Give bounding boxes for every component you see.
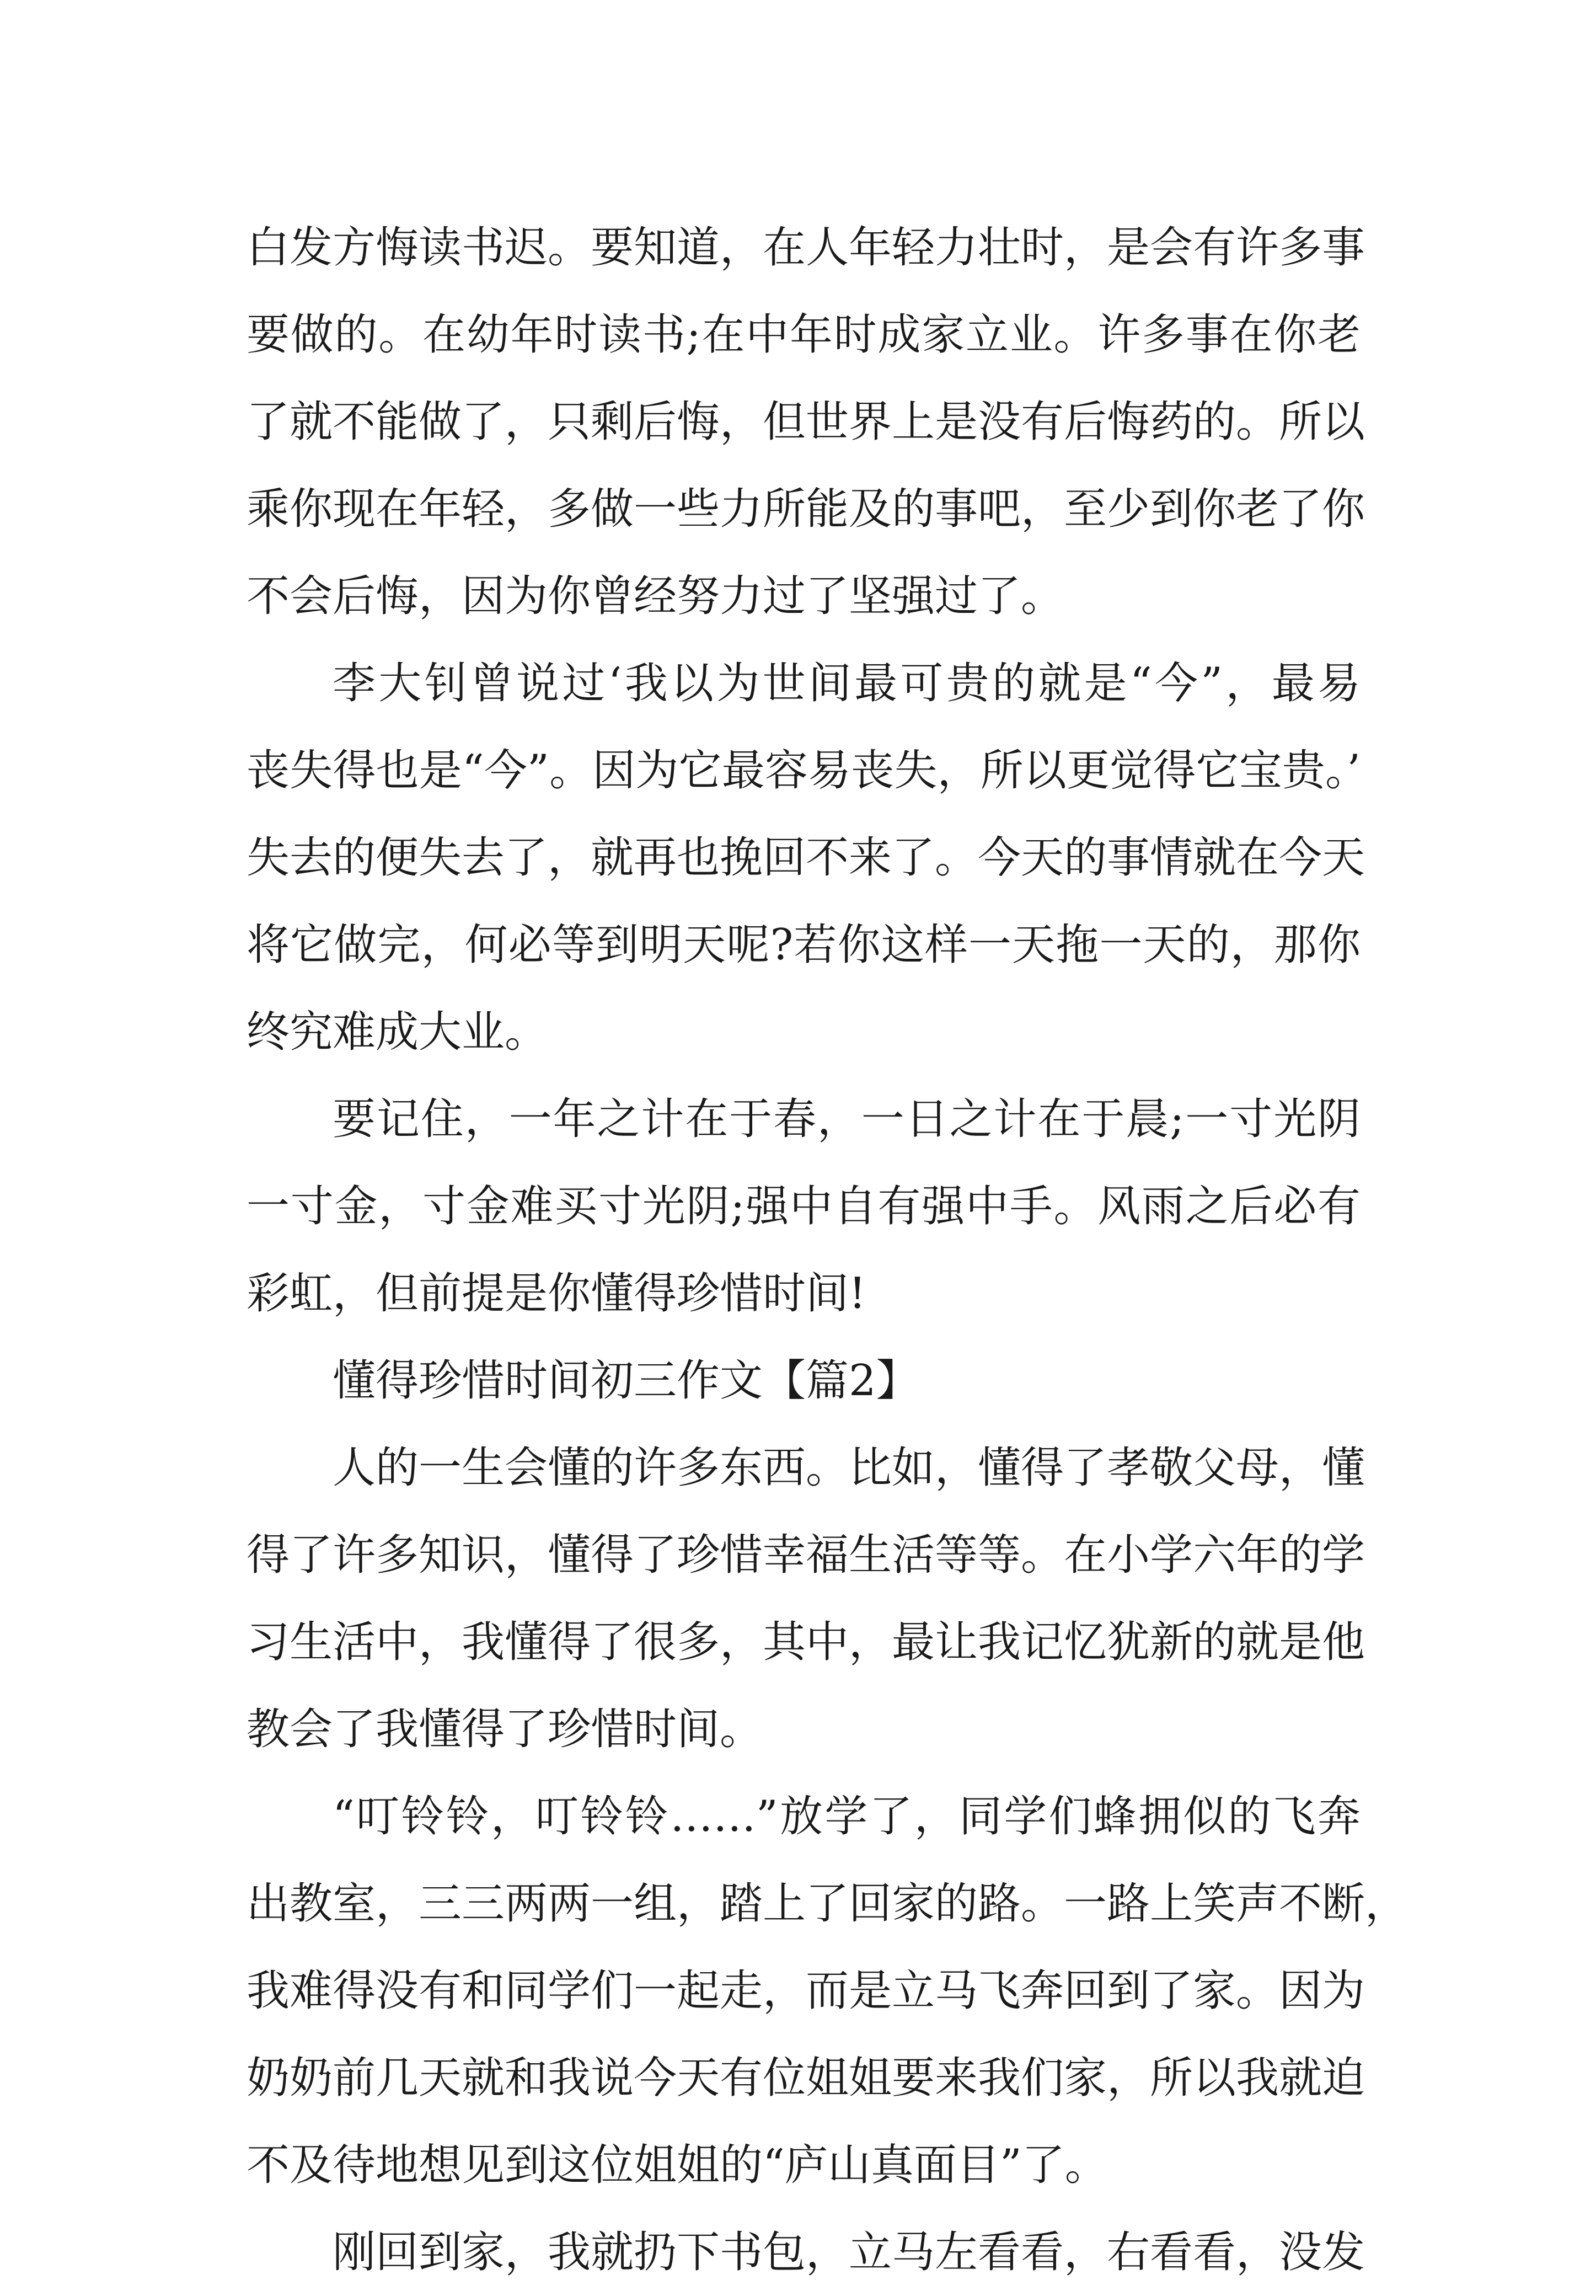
text-line: 将它做完，何必等到明天呢?若你这样一天拖一天的，那你 [247, 920, 1361, 970]
paragraph [247, 2209, 1365, 2296]
text-line: 丧失得也是“今”。因为它最容易丧失，所以更觉得它宝贵。’ [247, 746, 1361, 795]
text-line: 乘你现在年轻，多做一些力所能及的事吧，至少到你老了你 [247, 484, 1365, 534]
paragraph [247, 1076, 1361, 1337]
section-heading [247, 1337, 1361, 1424]
text-line: 白发方悔读书迟。要知道，在人年轻力壮时，是会有许多事 [247, 223, 1365, 273]
text-line: 要做的。在幼年时读书;在中年时成家立业。许多事在你老 [247, 310, 1361, 360]
text-line: 刚回到家，我就扔下书包，立马左看看，右看看，没发 [333, 2228, 1365, 2277]
text-line: 教会了我懂得了珍惜时间。 [247, 1705, 763, 1754]
paragraph [247, 1773, 1408, 2209]
text-line: 彩虹，但前提是你懂得珍惜时间! [247, 1269, 866, 1318]
text-line: 得了许多知识，懂得了珍惜幸福生活等等。在小学六年的学 [247, 1530, 1365, 1580]
paragraph [247, 204, 1365, 640]
text-line: “叮铃铃，叮铃铃……”放学了，同学们蜂拥似的飞奔 [333, 1792, 1361, 1841]
text-line: 李大钊曾说过‘我以为世间最可贵的就是“今”，最易 [333, 659, 1361, 708]
paragraph [247, 1424, 1365, 1773]
text-line: 一寸金，寸金难买寸光阴;强中自有强中手。风雨之后必有 [247, 1182, 1361, 1231]
text-line: 出教室，三三两两一组，踏上了回家的路。一路上笑声不断， [247, 1879, 1408, 1929]
text-line: 失去的便失去了，就再也挽回不来了。今天的事情就在今天 [247, 833, 1365, 883]
text-line: 了就不能做了，只剩后悔，但世界上是没有后悔药的。所以 [247, 397, 1365, 447]
paragraph [247, 640, 1365, 1076]
text-line: 奶奶前几天就和我说今天有位姐姐要来我们家，所以我就迫 [247, 2053, 1365, 2103]
document-body [247, 204, 1408, 2296]
heading-text: 懂得珍惜时间初三作文【篇2】 [333, 1356, 919, 1406]
text-line: 不及待地想见到这位姐姐的“庐山真面目”了。 [247, 2140, 1108, 2190]
text-line: 人的一生会懂的许多东西。比如，懂得了孝敬父母，懂 [333, 1443, 1365, 1493]
text-line: 终究难成大业。 [247, 1007, 548, 1057]
text-line: 不会后悔，因为你曾经努力过了坚强过了。 [247, 572, 1064, 621]
text-line: 我难得没有和同学们一起走，而是立马飞奔回到了家。因为 [247, 1966, 1365, 2016]
text-line: 要记住，一年之计在于春，一日之计在于晨;一寸光阴 [333, 1094, 1361, 1144]
text-line: 习生活中，我懂得了很多，其中，最让我记忆犹新的就是他 [247, 1617, 1365, 1667]
